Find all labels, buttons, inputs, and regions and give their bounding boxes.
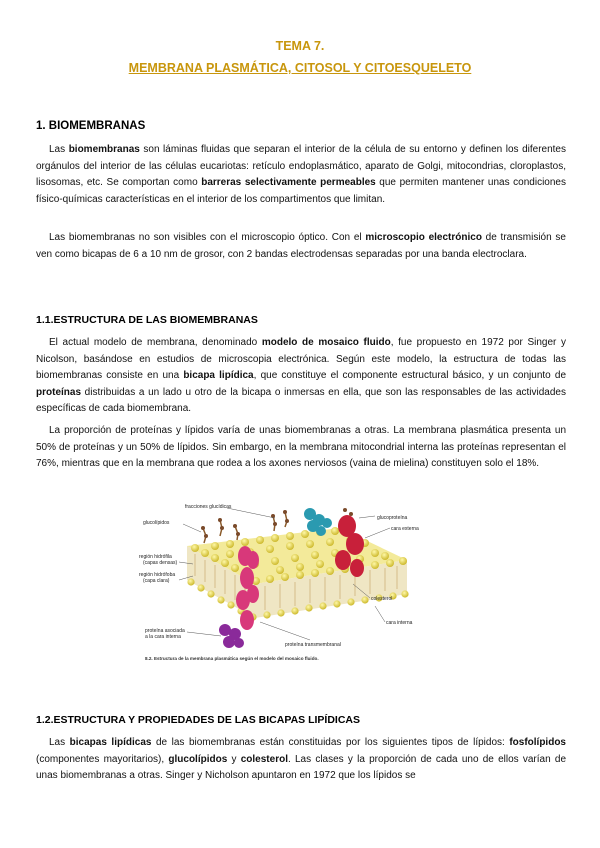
- label-cara-externa: cara externa: [391, 526, 419, 532]
- label-asociada-2: a la cara interna: [145, 634, 181, 640]
- label-hidrofoba-2: (capa clara): [143, 578, 170, 584]
- section-1-1-heading: 1.1.ESTRUCTURA DE LAS BIOMEMBRANAS: [36, 314, 258, 326]
- fluid-mosaic-diagram: [135, 498, 440, 668]
- section-1-1-paragraph-1: El actual modelo de membrana, denominado modelo de mosaico fluido, fue propuesto en 1972 por Singer y Nicolson, basándose en estudios de microscopia electrónica. Según este modelo, la estructura de todas las biomembranas consiste en una bicapa lipídica, que constituye el componente estructural básico, y un conjunto de proteínas distribuidas a un lado u otro de la bicapa o inmersas en ella, que son las responsables de las actividades específicas de cada biomembrana.: [36, 337, 567, 415]
- section-1-paragraph-2: Las biomembranas no son visibles con el microscopio óptico. Con el microscopio electrónico de transmisión se ven como bicapas de 6 a 10 nm de grosor, con 2 bandas electrodensas separadas por una banda electroclara.: [36, 232, 566, 260]
- label-glucoproteina: glucoproteína: [377, 515, 408, 521]
- label-cara-interna: cara interna: [386, 620, 413, 626]
- label-fracciones: fracciones glucídicas: [185, 504, 232, 510]
- section-1-1-paragraph-2: La proporción de proteínas y lípidos varía de unas biomembranas a otras. La membrana plasmática presenta un 50% de proteínas y un 50% de lípidos. Sin embargo, en la membrana mitocondrial interna las proteínas representan el 76%, mientras que en la membrana que rodea a los axones nerviosos (vaina de mielina) constituyen solo el 18%.: [36, 425, 566, 470]
- label-hidrofoba: región hidrófoba: [139, 572, 176, 578]
- label-hidrofila: región hidrófila: [139, 554, 172, 560]
- peripheral-protein-purple: [219, 624, 244, 648]
- section-1-heading: 1. BIOMEMBRANAS: [36, 120, 146, 132]
- section-1-paragraph-1: Las biomembranas son láminas fluidas que separan el interior de la célula de su entorno y definen los diferentes orgánulos del interior de las células eucariotas: retículo endoplasmático, aparato de Golgi, mitocondrias, cloroplastos, lisosomas, etc. Se comportan como barreras selectivamente permeables que permiten mantener unas condiciones físico-químicas características en el interior de los compartimentos que limitan.: [36, 144, 566, 205]
- page-title: TEMA 7.: [275, 39, 325, 53]
- figure-caption: 8.2. Estructura de la membrana plasmática según el modelo del mosaico fluido.: [145, 656, 319, 661]
- label-asociada: proteína asociada: [145, 628, 185, 634]
- label-transmembranal: proteína transmembranal: [285, 642, 341, 648]
- page-subtitle: MEMBRANA PLASMÁTICA, CITOSOL Y CITOESQUELETO: [128, 61, 472, 75]
- label-glucolipidos: glucolípidos: [143, 520, 170, 526]
- section-1-2-paragraph-1: Las bicapas lipídicas de las biomembranas están constituidas por los siguientes tipos de lípidos: fosfolípidos (componentes mayoritarios), glucolípidos y colesterol. Las clases y la proporción de cada uno de ellos varían de unas biomembranas a otras. Singer y Nicholson apuntaron en 1972 que los lípidos se: [36, 737, 567, 782]
- section-1-2-heading: 1.2.ESTRUCTURA Y PROPIEDADES DE LAS BICAPAS LIPÍDICAS: [36, 714, 360, 726]
- label-hidrofila-2: (capas densas): [143, 560, 178, 566]
- membrane-figure: [135, 498, 440, 668]
- label-colesterol: colesterol: [371, 596, 393, 602]
